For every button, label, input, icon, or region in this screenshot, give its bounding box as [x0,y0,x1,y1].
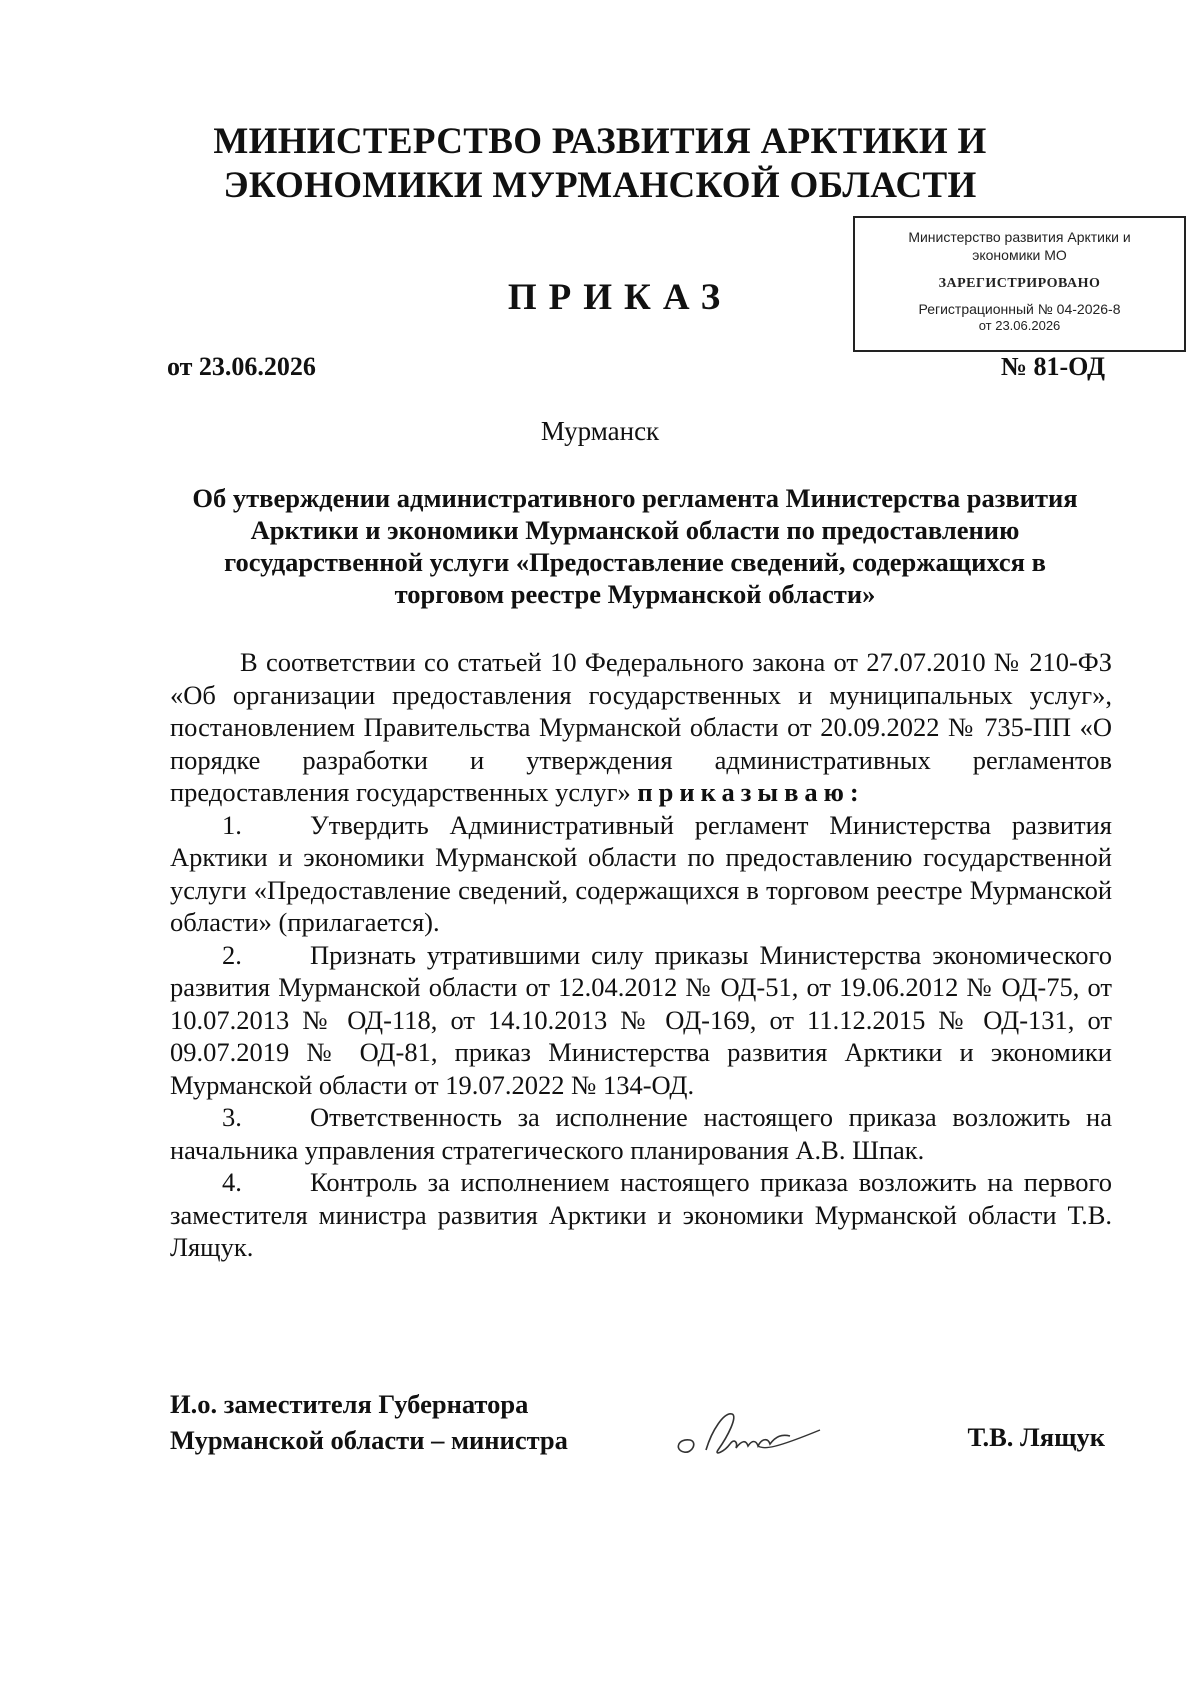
item-text: Утвердить Административный регламент Министерства развития Арктики и экономики Мурманской области по предоставлению государственной услуги «Предоставление сведений, содержащихся в торговом реестре Мурманской области» (прилагается). [170,809,1112,937]
intro-text: В соответствии со статьей 10 Федерального закона от 27.07.2010 № 210-ФЗ «Об организации предоставления государственных и муниципальных услуг», постановлением Правительства Мурманской области от 20.09.2022 № 735-ПП «О порядке разработки и утверждения административных регламентов предоставления государственных услуг» [170,647,1112,807]
ministry-header [0,120,1200,208]
item-text: Признать утратившими силу приказы Министерства экономического развития Мурманской области от 12.04.2012 № ОД-51, от 19.06.2012 № ОД-75, от 10.07.2013 № ОД-118, от 14.10.2013 № ОД-169, от 11.12.2015 № ОД-131, от 09.07.2019 № ОД-81, приказ Министерства развития Арктики и экономики Мурманской области от 19.07.2022 № 134-ОД. [170,939,1112,1100]
item-text: Контроль за исполнением настоящего приказа возложить на первого заместителя министра развития Арктики и экономики Мурманской области Т.В. Лящук. [170,1167,1112,1262]
signatory-position-line-1: И.о. заместителя Губернатора [170,1389,529,1419]
order-title: Об утверждении административного регламента Министерства развития Арктики и экономики Мурманской области по предоставлению государственной услуги «Предоставление сведений, содержащихся в торговом реестре Мурманской области» [192,483,1078,609]
list-item [170,1166,1112,1264]
doc-type-title: ПРИКАЗ [507,277,733,318]
city: Мурманск [540,416,660,446]
stamp-org-line-2: экономики МО [972,247,1067,263]
intro-paragraph [170,646,1112,809]
list-item [170,809,1112,939]
decree-word: приказываю: [637,777,865,807]
order-number: № 81-ОД [1000,352,1105,381]
ministry-line-1: МИНИСТЕРСТВО РАЗВИТИЯ АРКТИКИ И [213,121,987,162]
stamp-org [855,228,1184,264]
list-item [170,1101,1112,1166]
stamp-reg-date: от 23.06.2026 [978,318,1061,333]
item-number: 3. [222,1102,242,1132]
item-number: 4. [222,1167,242,1197]
stamp-org-line-1: Министерство развития Арктики и [908,229,1131,245]
signatory-position-line-2: Мурманской области – министра [170,1425,568,1455]
item-number: 1. [222,809,242,840]
signatory-name: Т.В. Лящук [967,1422,1105,1452]
order-body [170,646,1112,1264]
ministry-line-2: ЭКОНОМИКИ МУРМАНСКОЙ ОБЛАСТИ [223,165,977,206]
signatory-position [170,1386,568,1458]
stamp-status: ЗАРЕГИСТРИРОВАНО [938,276,1101,291]
item-number: 2. [222,939,242,970]
handwritten-signature [672,1400,832,1470]
stamp-reg-number: Регистрационный № 04-2026-8 [918,301,1121,317]
list-item [170,939,1112,1102]
order-date: от 23.06.2026 [167,352,316,381]
item-text: Ответственность за исполнение настоящего приказа возложить на начальника управления стратегического планирования А.В. Шпак. [170,1102,1112,1165]
